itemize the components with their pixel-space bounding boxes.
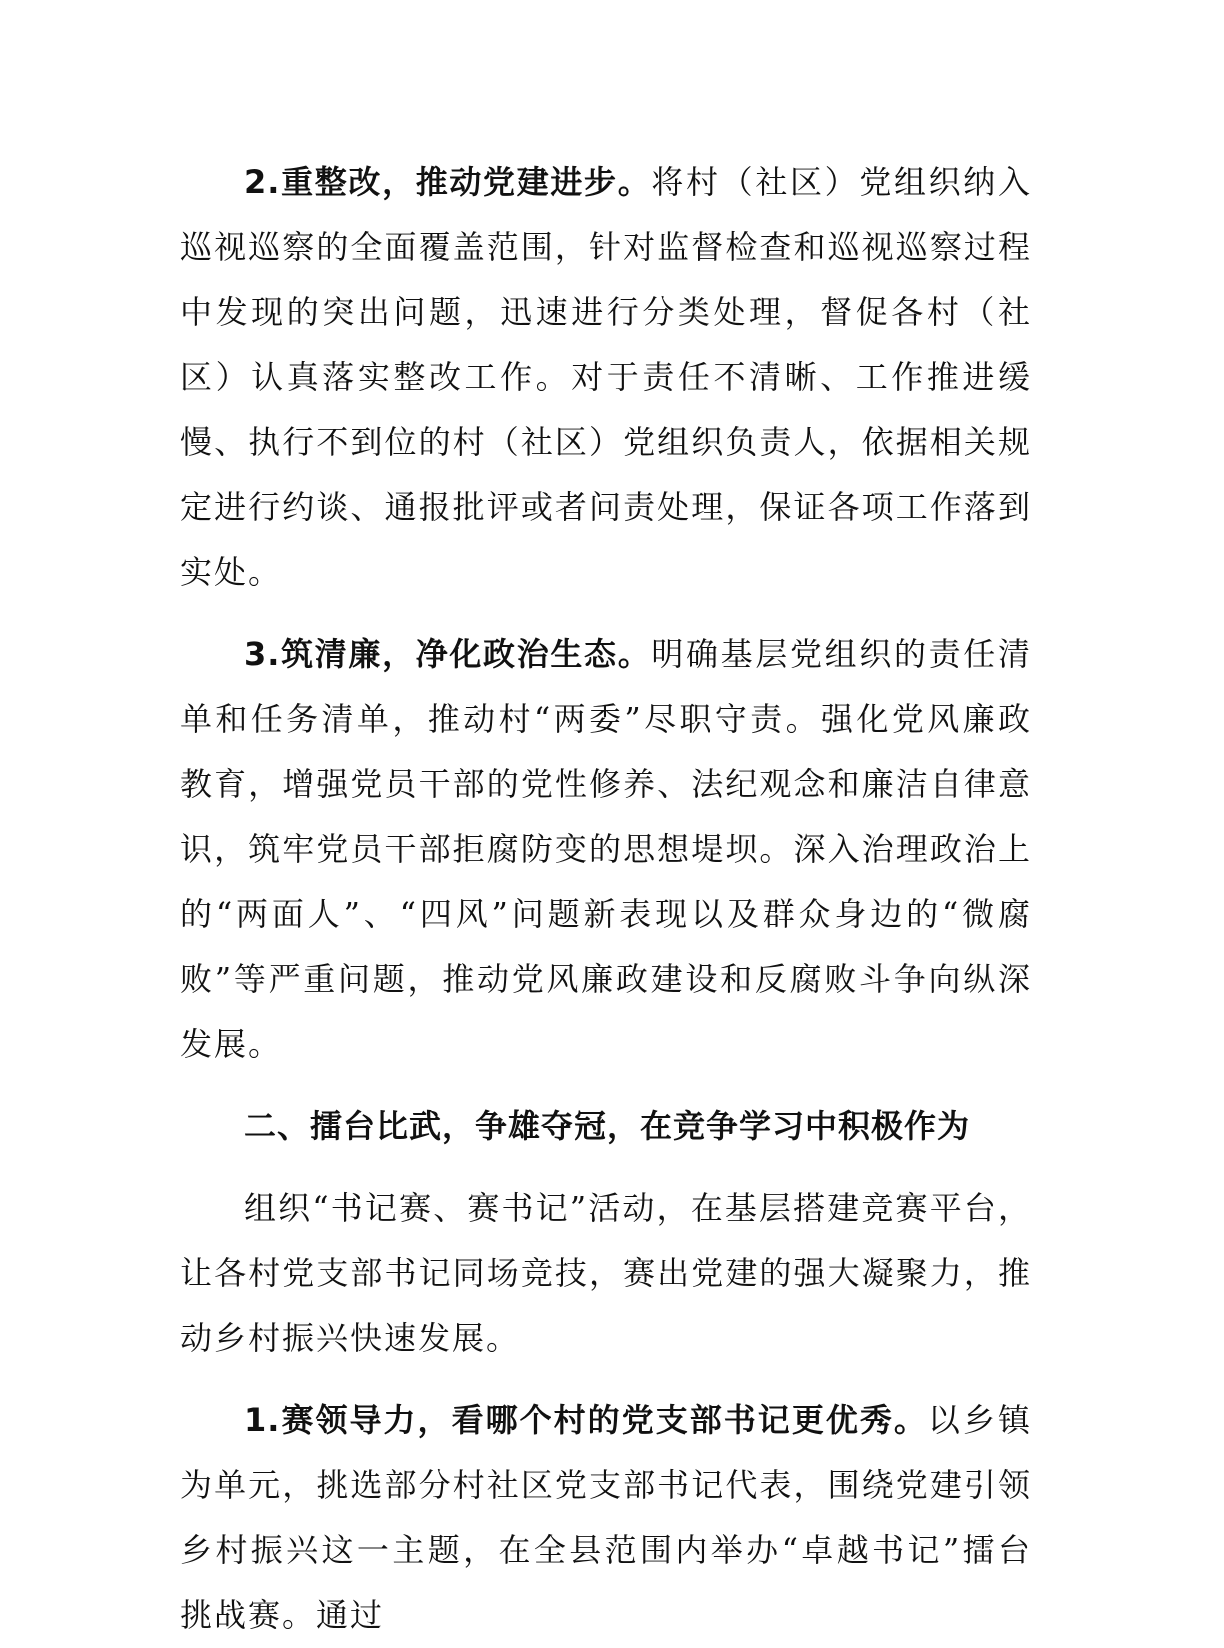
paragraph-competition-intro: 组织“书记赛、赛书记”活动，在基层搭建竞赛平台，让各村党支部书记同场竞技，赛出党建的强大凝聚力，推动乡村振兴快速发展。 xyxy=(180,1189,1032,1357)
subheading-integrity: 3.筑清廉，净化政治生态。 xyxy=(244,635,652,673)
paragraph-leadership xyxy=(180,1388,1032,1648)
subheading-leadership: 1.赛领导力，看哪个村的党支部书记更优秀。 xyxy=(244,1401,928,1439)
section-heading-two: 二、擂台比武，争雄夺冠，在竞争学习中积极作为 xyxy=(244,1107,971,1145)
paragraph-body: 以乡镇为单元，挑选部分村社区党支部书记代表，围绕党建引领乡村振兴这一主题，在全县范围内举办“卓越书记”擂台挑战赛。通过 xyxy=(180,1401,1032,1634)
paragraph-body: 将村（社区）党组织纳入巡视巡察的全面覆盖范围，针对监督检查和巡视巡察过程中发现的突出问题，迅速进行分类处理，督促各村（社区）认真落实整改工作。对于责任不清晰、工作推进缓慢、执行不到位的村（社区）党组织负责人，依据相关规定进行约谈、通报批评或者问责处理，保证各项工作落到实处。 xyxy=(180,163,1032,591)
document-page xyxy=(180,150,1032,1648)
paragraph-rectification xyxy=(180,150,1032,605)
subheading-rectification: 2.重整改，推动党建进步。 xyxy=(244,163,652,201)
paragraph-integrity xyxy=(180,622,1032,1077)
paragraph-body: 明确基层党组织的责任清单和任务清单，推动村“两委”尽职守责。强化党风廉政教育，增强党员干部的党性修养、法纪观念和廉洁自律意识，筑牢党员干部拒腐防变的思想堤坝。深入治理政治上的“两面人”、“四风”问题新表现以及群众身边的“微腐败”等严重问题，推动党风廉政建设和反腐败斗争向纵深发展。 xyxy=(180,635,1032,1063)
